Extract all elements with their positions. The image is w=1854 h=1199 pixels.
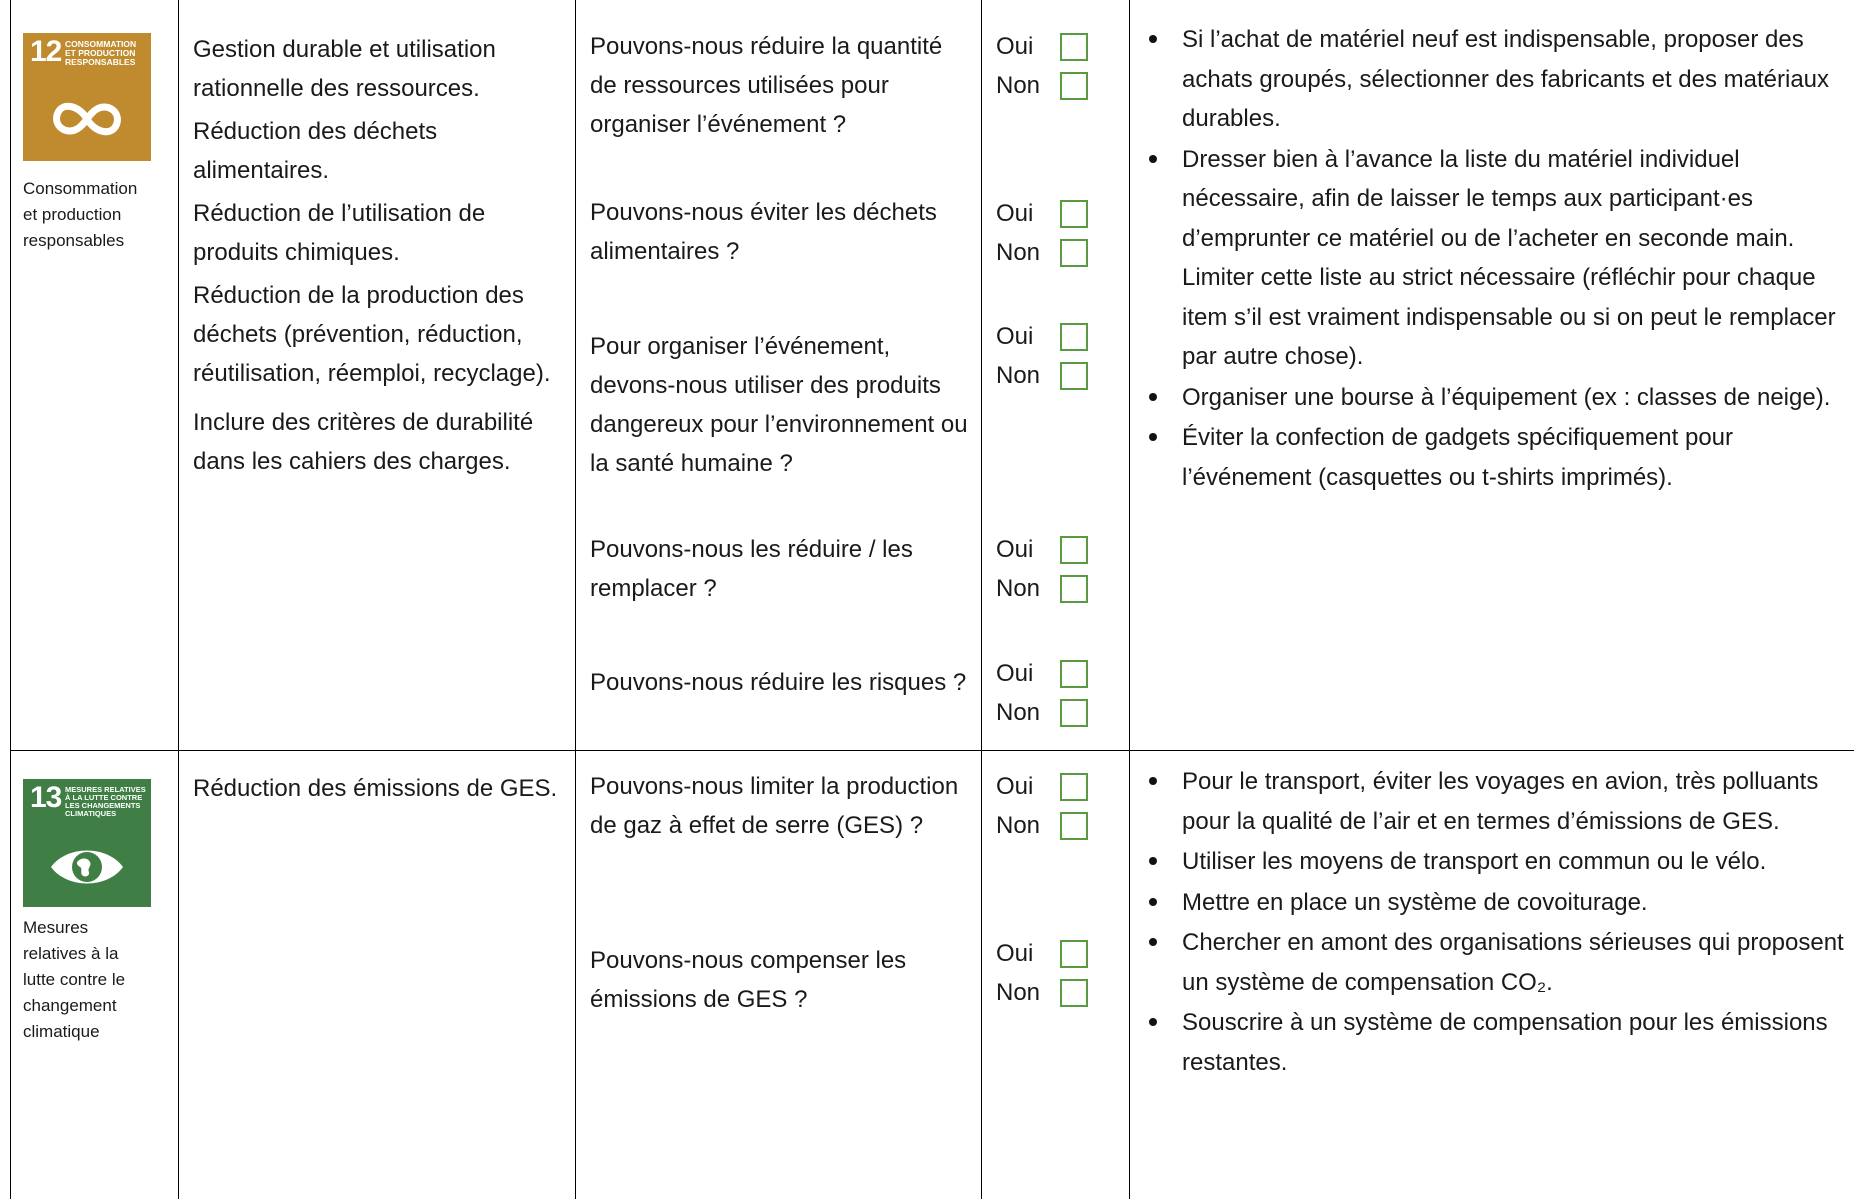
list-item: Souscrire à un système de compensation pour les émissions restantes. xyxy=(1182,1003,1845,1082)
sdg-caption-line: et production xyxy=(23,202,163,228)
list-item: Chercher en amont des organisations sérieuses qui proposent un système de compensation CO₂. xyxy=(1182,923,1845,1002)
question-text: Pouvons-nous réduire les risques ? xyxy=(590,663,975,702)
tips-list xyxy=(1130,751,1854,1082)
yes-checkbox[interactable] xyxy=(1060,33,1088,61)
yes-label: Oui xyxy=(996,660,1033,687)
answer-group xyxy=(996,194,1116,272)
sdg-caption-line: Mesures xyxy=(23,915,163,941)
question-text: Pouvons-nous réduire la quantité de ressources utilisées pour organiser l’événement ? xyxy=(590,27,975,144)
sdg-caption-line: Consommation xyxy=(23,176,163,202)
list-item: Éviter la confection de gadgets spécifiquement pour l’événement (casquettes ou t-shirts imprimés). xyxy=(1182,418,1845,497)
question-text: Pour organiser l’événement, devons-nous utiliser des produits dangereux pour l’environnement ou la santé humaine ? xyxy=(590,327,975,483)
list-item: Si l’achat de matériel neuf est indispensable, proposer des achats groupés, sélectionner des fabricants et des matériaux durables. xyxy=(1182,20,1845,139)
table-row-sdg12 xyxy=(11,0,1854,751)
no-label: Non xyxy=(996,699,1040,726)
sdg-caption-line: responsables xyxy=(23,228,163,254)
eye-globe-icon xyxy=(47,837,127,893)
questions-cell xyxy=(576,0,982,751)
yes-checkbox[interactable] xyxy=(1060,773,1088,801)
yes-checkbox[interactable] xyxy=(1060,940,1088,968)
yes-label: Oui xyxy=(996,323,1033,350)
tips-cell xyxy=(1130,751,1854,1199)
no-label: Non xyxy=(996,575,1040,602)
sdg-caption-line: climatique xyxy=(23,1019,163,1045)
sdg-caption-line: lutte contre le xyxy=(23,967,163,993)
goal-text: Inclure des critères de durabilité dans les cahiers des charges. xyxy=(193,403,563,481)
question-text: Pouvons-nous compenser les émissions de GES ? xyxy=(590,941,975,1019)
answer-group xyxy=(996,767,1116,845)
no-checkbox[interactable] xyxy=(1060,72,1088,100)
sdg-number: 12 xyxy=(30,37,61,67)
sdg-caption-line: relatives à la xyxy=(23,941,163,967)
yes-checkbox[interactable] xyxy=(1060,200,1088,228)
list-item: Pour le transport, éviter les voyages en avion, très polluants pour la qualité de l’air et en termes d’émissions de GES. xyxy=(1182,762,1845,841)
sdg-title: MESURES RELATIVES À LA LUTTE CONTRE LES CHANGEMENTS CLIMATIQUES xyxy=(65,786,147,818)
goal-text: Réduction des déchets alimentaires. xyxy=(193,112,563,190)
list-item: Organiser une bourse à l’équipement (ex : classes de neige). xyxy=(1182,378,1845,418)
list-item: Mettre en place un système de covoiturage. xyxy=(1182,883,1845,923)
yes-label: Oui xyxy=(996,536,1033,563)
yes-checkbox[interactable] xyxy=(1060,323,1088,351)
goal-text: Réduction des émissions de GES. xyxy=(193,769,563,808)
list-item: Utiliser les moyens de transport en commun ou le vélo. xyxy=(1182,842,1845,882)
no-label: Non xyxy=(996,812,1040,839)
list-item: Dresser bien à l’avance la liste du matériel individuel nécessaire, afin de laisser le temps aux participant·es d’emprunter ce matériel ou de l’acheter en seconde main. Limiter cette liste au strict nécessaire (réfléchir pour chaque item s’il est vraiment indispensable ou si on peut le remplacer par autre chose). xyxy=(1182,140,1845,377)
no-checkbox[interactable] xyxy=(1060,812,1088,840)
no-label: Non xyxy=(996,362,1040,389)
answer-group xyxy=(996,654,1116,732)
answer-group xyxy=(996,27,1116,105)
no-label: Non xyxy=(996,72,1040,99)
sdg-title: CONSOMMATION ET PRODUCTION RESPONSABLES xyxy=(65,40,147,67)
goal-text: Réduction de la production des déchets (prévention, réduction, réutilisation, réemploi, recyclage). xyxy=(193,276,563,393)
infinity-icon xyxy=(47,91,127,147)
sdg-caption-line: changement xyxy=(23,993,163,1019)
yes-label: Oui xyxy=(996,200,1033,227)
question-text: Pouvons-nous limiter la production de gaz à effet de serre (GES) ? xyxy=(590,767,975,845)
question-text: Pouvons-nous éviter les déchets alimentaires ? xyxy=(590,193,975,271)
no-checkbox[interactable] xyxy=(1060,575,1088,603)
sdg13-logo xyxy=(23,779,151,907)
goal-text: Gestion durable et utilisation rationnelle des ressources. xyxy=(193,30,563,108)
sdg12-logo xyxy=(23,33,151,161)
answer-group xyxy=(996,934,1116,1012)
answer-cell xyxy=(982,0,1130,751)
goals-cell xyxy=(179,0,576,751)
no-checkbox[interactable] xyxy=(1060,362,1088,390)
tips-cell xyxy=(1130,0,1854,751)
no-checkbox[interactable] xyxy=(1060,239,1088,267)
questions-cell xyxy=(576,751,982,1199)
sdg-caption xyxy=(23,915,163,1045)
sdg-caption xyxy=(23,176,163,254)
yes-label: Oui xyxy=(996,773,1033,800)
answer-cell xyxy=(982,751,1130,1199)
no-checkbox[interactable] xyxy=(1060,699,1088,727)
table-row-sdg13 xyxy=(11,751,1854,1199)
yes-checkbox[interactable] xyxy=(1060,536,1088,564)
sdg-checklist-table xyxy=(10,0,1854,1199)
goals-cell xyxy=(179,751,576,1199)
yes-label: Oui xyxy=(996,940,1033,967)
tips-list xyxy=(1130,0,1854,497)
no-checkbox[interactable] xyxy=(1060,979,1088,1007)
goal-text: Réduction de l’utilisation de produits chimiques. xyxy=(193,194,563,272)
sdg-number: 13 xyxy=(30,783,61,813)
answer-group xyxy=(996,317,1116,395)
sdg-cell xyxy=(11,0,179,751)
no-label: Non xyxy=(996,239,1040,266)
question-text: Pouvons-nous les réduire / les remplacer ? xyxy=(590,530,975,608)
yes-label: Oui xyxy=(996,33,1033,60)
no-label: Non xyxy=(996,979,1040,1006)
sdg-cell xyxy=(11,751,179,1199)
yes-checkbox[interactable] xyxy=(1060,660,1088,688)
answer-group xyxy=(996,530,1116,608)
